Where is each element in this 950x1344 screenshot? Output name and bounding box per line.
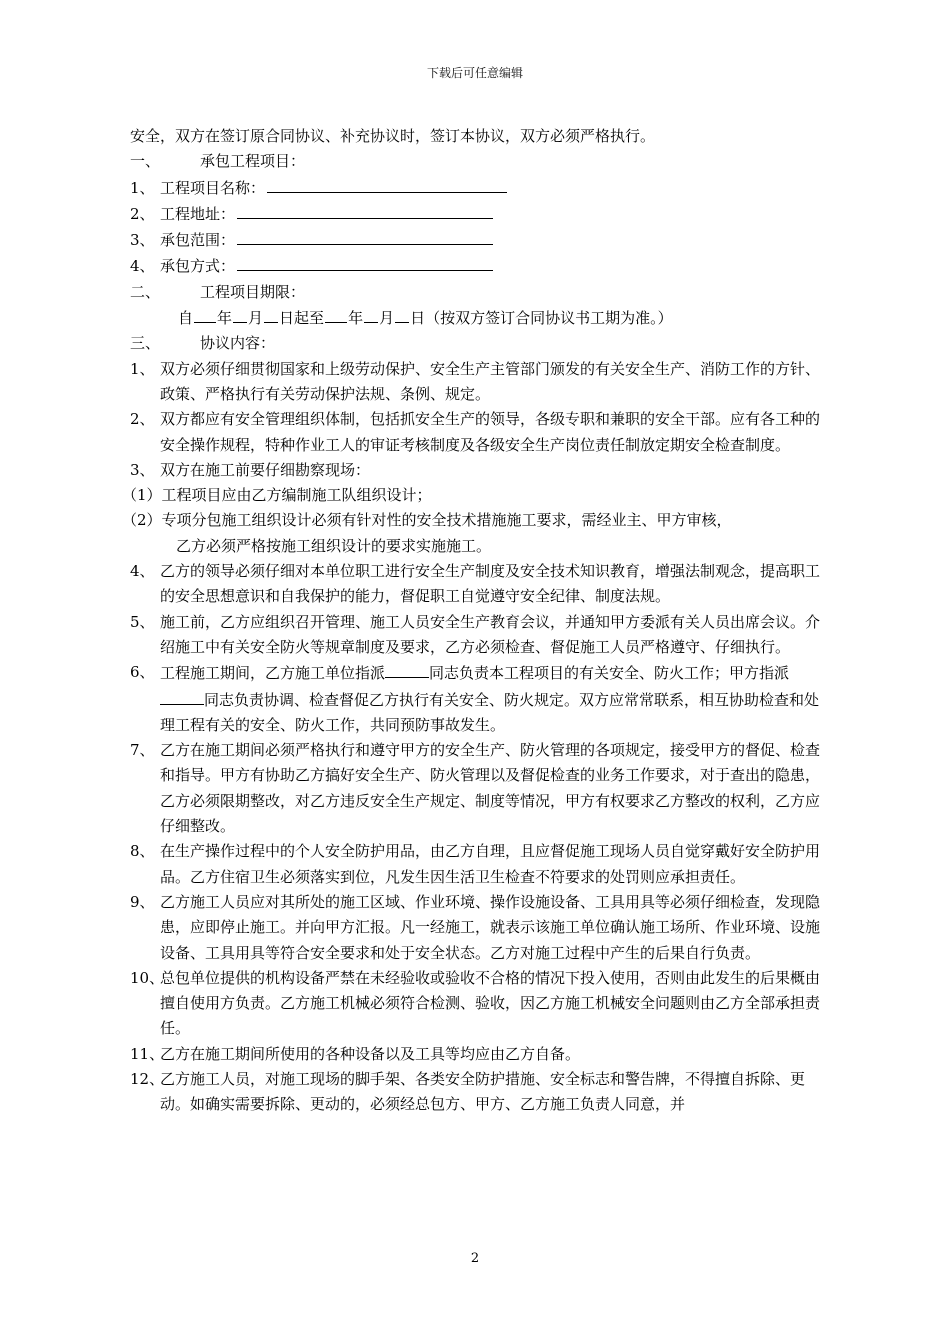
contract-method-blank — [237, 253, 493, 271]
agreement-item-8 — [130, 839, 830, 890]
sub-item-number: （1） — [122, 486, 162, 505]
period-text: 月 — [248, 309, 264, 328]
item-number: 12、 — [130, 1069, 165, 1088]
a-side-contact-blank — [160, 687, 204, 705]
sub-item-text: 专项分包施工组织设计必须有针对性的安全技术措施施工要求，需经业主、甲方审核， — [161, 511, 732, 530]
item-text: 双方都应有安全管理组织体制，包括抓安全生产的领导，各级专职和兼职的安全干部。应有各工种的安全操作规程，特种作业工人的审证考核制度及各级安全生产岗位责任制放定期安全检查制度。 — [160, 410, 821, 454]
end-month-blank — [364, 305, 378, 323]
start-year-blank — [194, 305, 216, 323]
section-title: 协议内容： — [200, 334, 276, 353]
item-6-text-part: 同志负责本工程项目的有关安全、防火工作；甲方指派 — [429, 664, 790, 683]
project-address-blank — [237, 201, 493, 219]
contract-method-row — [130, 253, 830, 279]
field-label: 工程项目名称： — [160, 178, 266, 197]
item-number: 4、 — [130, 257, 155, 276]
item-number: 5、 — [130, 612, 155, 631]
sub-item-number: （2） — [122, 511, 162, 530]
end-day-blank — [395, 305, 409, 323]
agreement-item-5 — [130, 610, 830, 661]
agreement-item-2 — [130, 407, 830, 458]
item-number: 1、 — [130, 178, 155, 197]
project-address-row — [130, 201, 830, 227]
sub-item-text: 工程项目应由乙方编制施工队组织设计； — [161, 486, 432, 505]
project-name-blank — [267, 175, 507, 193]
item-number: 2、 — [130, 204, 155, 223]
item-number: 9、 — [130, 892, 155, 911]
document-body — [122, 124, 830, 1118]
section-2-heading — [130, 280, 830, 305]
field-label: 承包范围： — [160, 231, 236, 250]
agreement-item-3 — [130, 458, 830, 483]
item-text: 乙方的领导必须仔细对本单位职工进行安全生产制度及安全技术知识教育，增强法制观念，提高职工的安全思想意识和自我保护的能力，督促职工自觉遵守安全纪律、制度法规。 — [160, 562, 821, 606]
section-number: 一、 — [130, 152, 161, 171]
agreement-item-9 — [130, 890, 830, 966]
item-text: 乙方施工人员应对其所处的施工区域、作业环境、操作设施设备、工具用具等必须仔细检查，发现隐患，应即停止施工。并向甲方汇报。凡一经施工，就表示该施工单位确认施工场所、作业环境、设施设备、工具用具等符合安全要求和处于安全状态。乙方对施工过程中产生的后果自行负责。 — [160, 892, 821, 962]
item-number: 6、 — [130, 663, 155, 682]
item-number: 10、 — [130, 968, 165, 987]
agreement-item-10 — [130, 966, 830, 1042]
project-period-line — [130, 305, 830, 331]
period-text: 年 — [348, 309, 364, 328]
contract-scope-blank — [237, 227, 493, 245]
contract-scope-row — [130, 227, 830, 253]
agreement-item-4 — [130, 559, 830, 610]
sub-item-1 — [122, 483, 830, 508]
item-text: 乙方在施工期间所使用的各种设备以及工具等均应由乙方自备。 — [160, 1044, 581, 1063]
item-number: 11、 — [130, 1044, 165, 1063]
section-number: 三、 — [130, 334, 161, 353]
item-text: 乙方施工人员，对施工现场的脚手架、各类安全防护措施、安全标志和警告牌，不得擅自拆除、更动。如确实需要拆除、更动的，必须经总包方、甲方、乙方施工负责人同意，并 — [160, 1069, 806, 1114]
b-side-contact-blank — [385, 660, 429, 678]
field-label: 工程地址： — [160, 204, 236, 223]
section-3-heading — [130, 331, 830, 356]
sub-item-2 — [122, 508, 830, 533]
page-number: 2 — [470, 1251, 480, 1266]
period-text: 日（按双方签订合同协议书工期为准。） — [410, 309, 673, 328]
intro-paragraph: 安全，双方在签订原合同协议、补充协议时，签订本协议，双方必须严格执行。 — [130, 127, 656, 145]
item-number: 7、 — [130, 741, 155, 760]
item-text: 双方在施工前要仔细勘察现场： — [160, 460, 371, 479]
period-text: 自 — [178, 309, 194, 328]
item-number: 1、 — [130, 359, 155, 378]
item-text — [160, 660, 830, 738]
agreement-item-12 — [130, 1067, 830, 1118]
period-text: 月 — [379, 309, 395, 328]
agreement-item-1 — [130, 357, 830, 408]
item-number: 8、 — [130, 842, 155, 861]
item-text: 乙方在施工期间必须严格执行和遵守甲方的安全生产、防火管理的各项规定，接受甲方的督促、检查和指导。甲方有协助乙方搞好安全生产、防火管理以及督促检查的业务工作要求，对于查出的隐患，乙方必须限期整改，对乙方违反安全生产规定、制度等情况，甲方有权要求乙方整改的权利，乙方应仔细整改。 — [160, 741, 821, 836]
agreement-item-11 — [130, 1042, 830, 1067]
item-text: 总包单位提供的机构设备严禁在未经验收或验收不合格的情况下投入使用，否则由此发生的后果概由擅自使用方负责。乙方施工机械必须符合检测、验收，因乙方施工机械安全问题则由乙方全部承担责任。 — [160, 968, 821, 1038]
period-text: 年 — [217, 309, 233, 328]
item-text: 在生产操作过程中的个人安全防护用品，由乙方自理，且应督促施工现场人员自觉穿戴好安全防护用品。乙方住宿卫生必须落实到位，凡发生因生活卫生检查不符要求的处罚则应承担责任。 — [160, 842, 821, 886]
section-1-heading — [130, 149, 830, 174]
item-number: 2、 — [130, 410, 155, 429]
item-text: 双方必须仔细贯彻国家和上级劳动保护、安全生产主管部门颁发的有关安全生产、消防工作的方针、政策、严格执行有关劳动保护法规、条例、规定。 — [160, 359, 821, 403]
item-number: 3、 — [130, 231, 155, 250]
section-title: 工程项目期限： — [200, 282, 306, 301]
start-day-blank — [264, 305, 278, 323]
agreement-item-7 — [130, 738, 830, 839]
item-text: 施工前，乙方应组织召开管理、施工人员安全生产教育会议，并通知甲方委派有关人员出席会议。介绍施工中有关安全防火等规章制度及要求，乙方必须检查、督促施工人员严格遵守、仔细执行。 — [160, 612, 821, 656]
sub-item-2-continued: 乙方必须严格按施工组织设计的要求实施施工。 — [176, 536, 492, 555]
field-label: 承包方式： — [160, 257, 236, 276]
start-month-blank — [233, 305, 247, 323]
agreement-item-6 — [130, 660, 830, 738]
page-header: 下载后可任意编辑 — [426, 66, 523, 80]
period-text: 日起至 — [279, 309, 325, 328]
item-number: 4、 — [130, 562, 155, 581]
end-year-blank — [325, 305, 347, 323]
item-6-text-part: 工程施工期间，乙方施工单位指派 — [160, 664, 386, 683]
project-name-row — [130, 175, 830, 201]
item-number: 3、 — [130, 460, 155, 479]
item-6-text-part: 同志负责协调、检查督促乙方执行有关安全、防火规定。双方应常常联系，相互协助检查和处理工程有关的安全、防火工作，共同预防事故发生。 — [160, 690, 820, 734]
section-title: 承包工程项目： — [200, 152, 306, 171]
section-number: 二、 — [130, 282, 161, 301]
